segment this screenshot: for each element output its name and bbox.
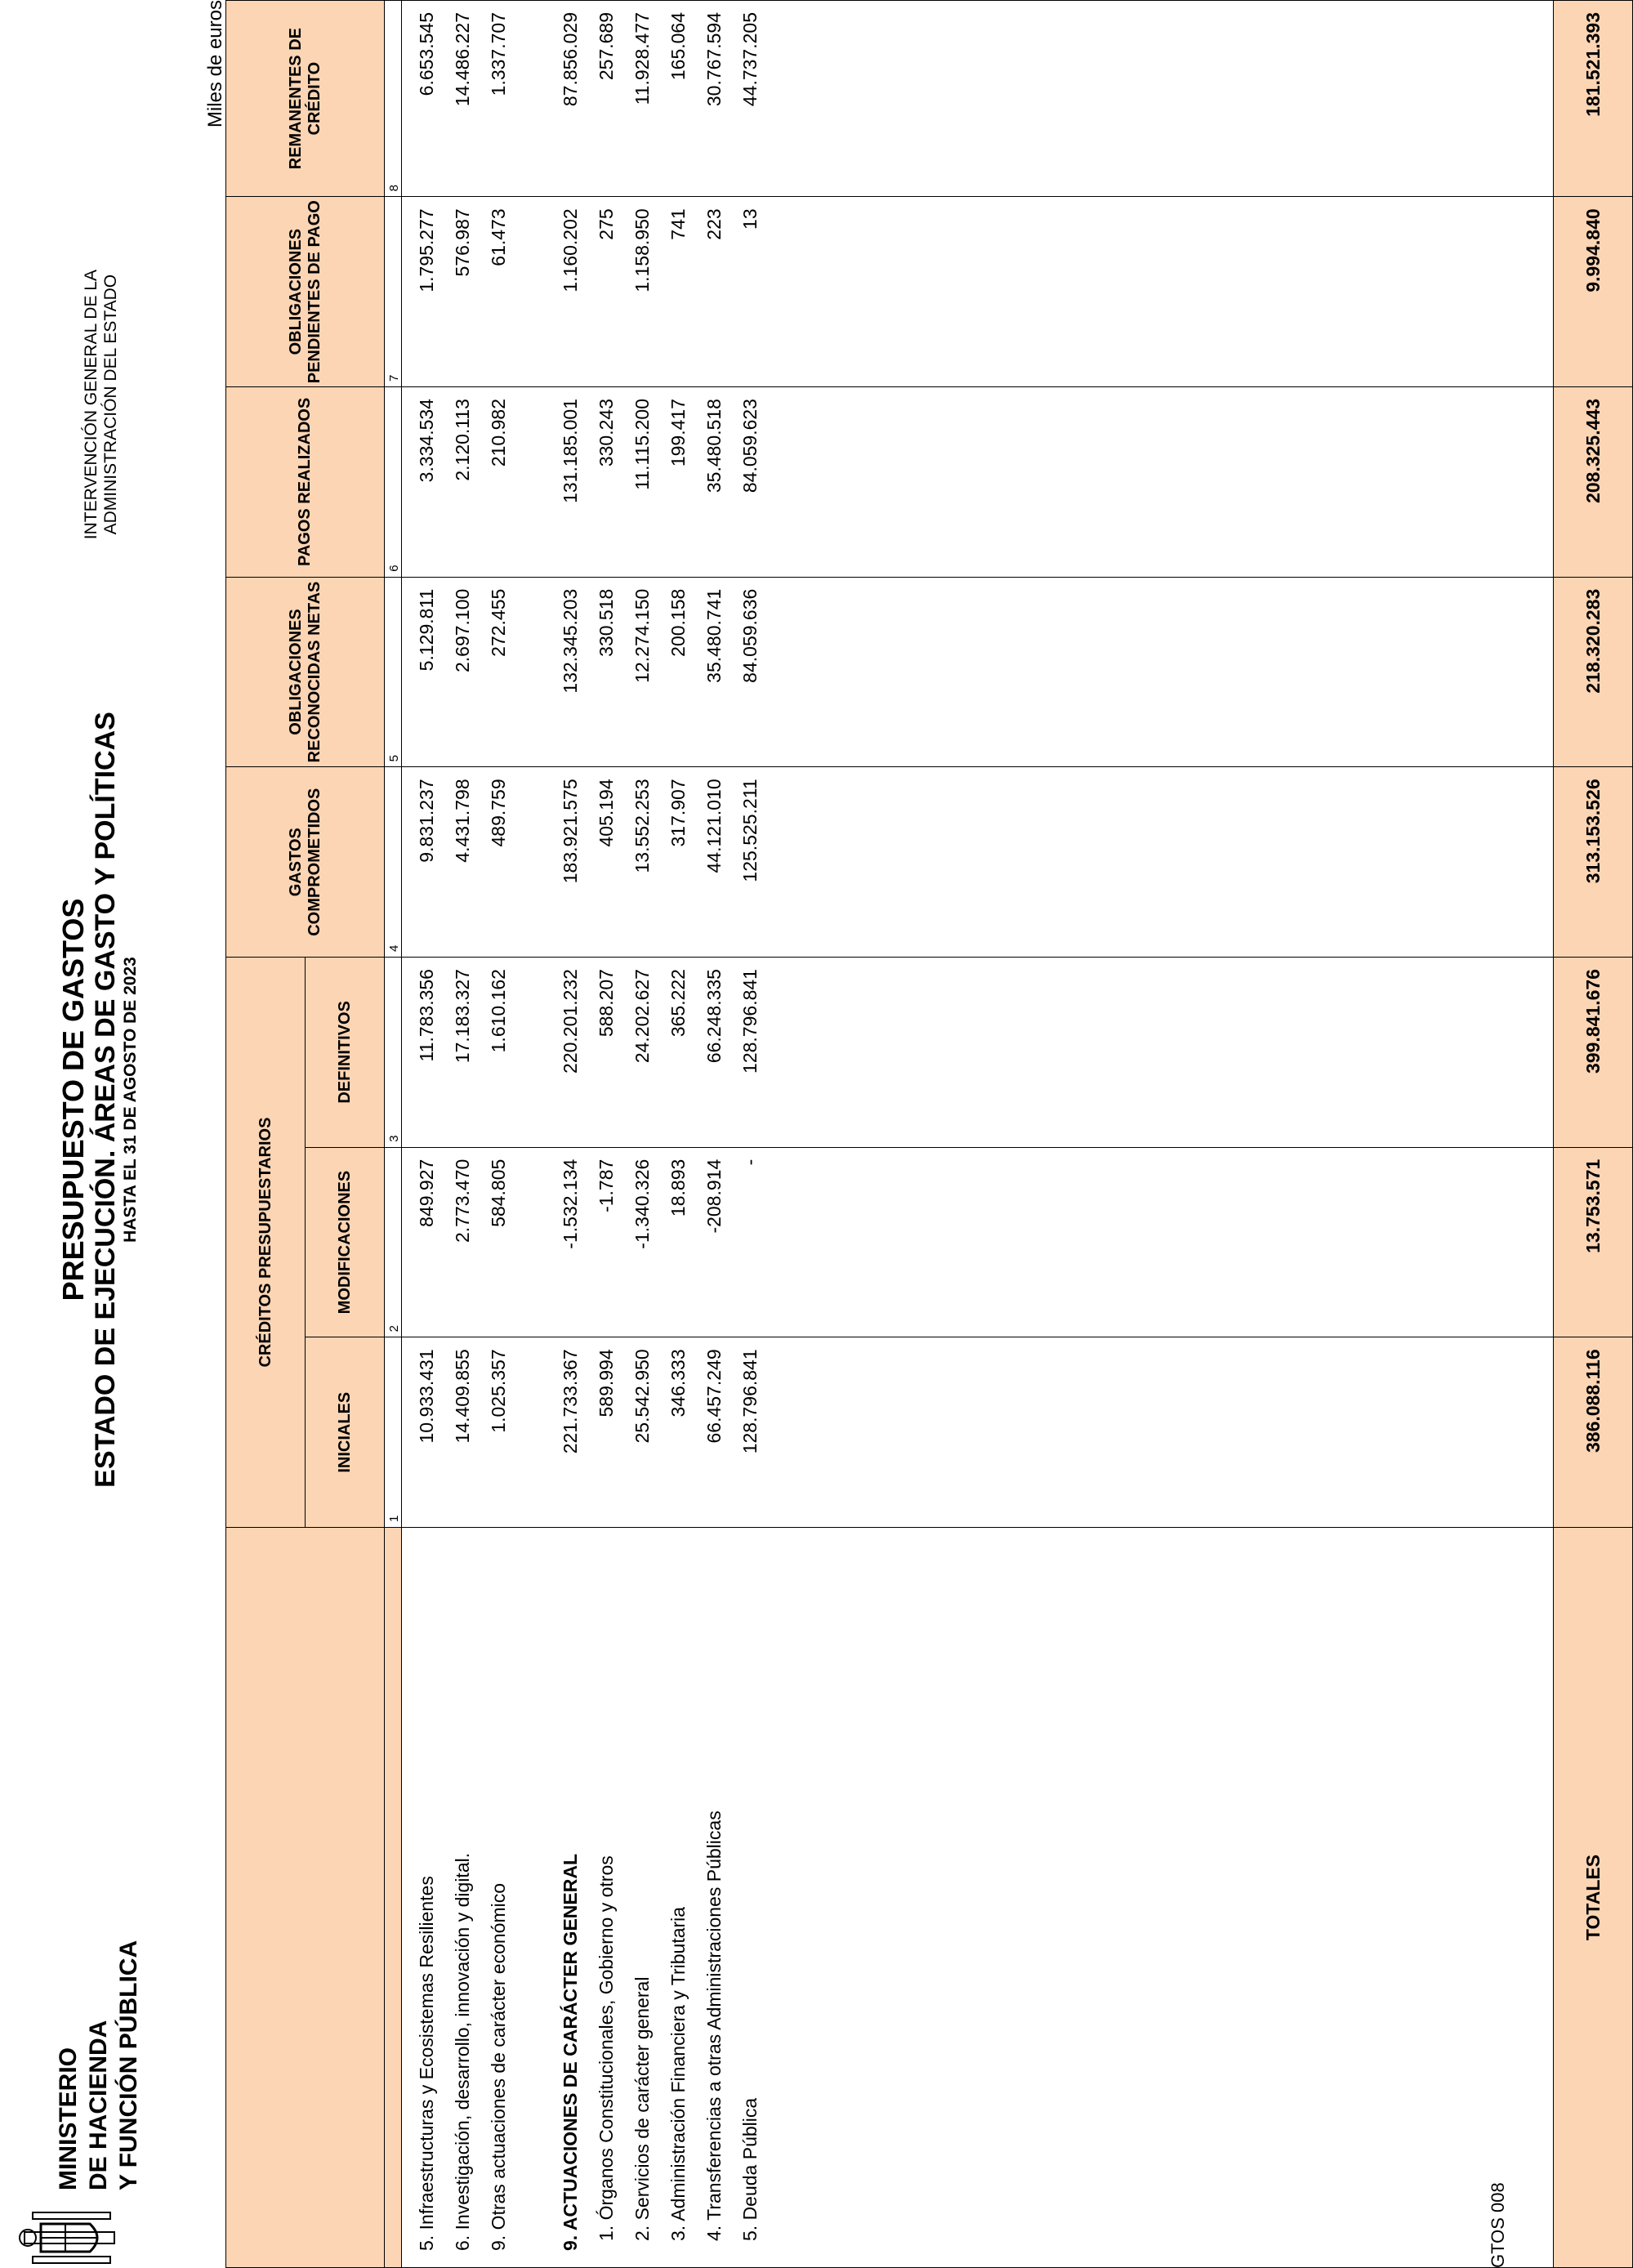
row-label: 4. Transferencias a otras Administraciones Públicas (703, 1810, 725, 2241)
cell-value: 849.927 (416, 1159, 437, 1227)
cell-value: 2.120.113 (452, 399, 473, 481)
total-value: 386.088.116 (1554, 1337, 1633, 1528)
cell-value: 200.158 (667, 588, 689, 657)
report-title (57, 650, 141, 1549)
cell-value: 128.796.841 (739, 969, 761, 1074)
cell-value: -1.340.326 (631, 1159, 653, 1249)
cell-value: 11.783.356 (416, 969, 437, 1062)
total-value: 218.320.283 (1554, 577, 1633, 767)
cell-value (516, 12, 552, 196)
cell-value: 2.773.470 (452, 1159, 473, 1243)
iniciales-header: INICIALES (306, 1337, 385, 1528)
units-label: Miles de euros (204, 0, 226, 128)
ministry-line: Y FUNCIÓN PÚBLICA (115, 1940, 142, 2190)
cell-value: 44.737.205 (739, 12, 761, 107)
total-value: 208.325.443 (1554, 387, 1633, 578)
obligaciones-values (402, 577, 1554, 767)
column-number: 6 (385, 387, 402, 578)
cell-value: 44.121.010 (703, 779, 725, 873)
iniciales-values (402, 1337, 1554, 1528)
cell-value (516, 399, 552, 577)
cell-value: 17.183.327 (452, 969, 473, 1064)
cell-value: 272.455 (488, 588, 509, 657)
cell-value: 576.987 (452, 208, 473, 277)
cell-value (516, 208, 552, 386)
cell-value: 128.796.841 (739, 1349, 761, 1454)
column-number: 7 (385, 197, 402, 387)
remanentes-header: REMANENTES DE CRÉDITO (226, 1, 385, 197)
intervencion-label (82, 270, 121, 539)
row-label: 2. Servicios de carácter general (631, 1976, 653, 2241)
cell-value: 13 (739, 208, 761, 230)
cell-value (516, 969, 552, 1147)
cell-value: 199.417 (667, 399, 689, 467)
colnum-spacer (385, 1528, 402, 2268)
cell-value: 13.552.253 (631, 779, 653, 873)
cell-value: 87.856.029 (560, 12, 581, 107)
row-label: 6. Investigación, desarrollo, innovación y digital. (452, 1852, 473, 2251)
cell-value: 6.653.545 (416, 12, 437, 96)
cell-value: 1.610.162 (488, 969, 509, 1053)
cell-value: 84.059.636 (739, 588, 761, 683)
cell-value: 330.518 (596, 588, 617, 657)
pendientes-values (402, 197, 1554, 387)
title-date: HASTA EL 31 DE AGOSTO DE 2023 (121, 957, 140, 1243)
column-number: 1 (385, 1337, 402, 1528)
cell-value: 12.274.150 (631, 588, 653, 683)
cell-value: 165.064 (667, 12, 689, 81)
cell-value: 11.115.200 (631, 399, 653, 490)
title-line-2: ESTADO DE EJECUCIÓN. ÁREAS DE GASTO Y POLÍTICAS (90, 712, 121, 1488)
totals-row (1554, 1, 1633, 2268)
column-number: 8 (385, 1, 402, 197)
cell-value: 741 (667, 208, 689, 240)
cell-value: 1.337.707 (488, 12, 509, 96)
modificaciones-values (402, 1147, 1554, 1337)
ministry-line: DE HACIENDA (85, 2020, 112, 2190)
row-label: 5. Deuda Pública (739, 2097, 761, 2241)
pendientes-header: OBLIGACIONES PENDIENTES DE PAGO (226, 197, 385, 387)
cell-value (516, 589, 552, 767)
obligaciones-header: OBLIGACIONES RECONOCIDAS NETAS (226, 577, 385, 767)
cell-value: 210.982 (488, 399, 509, 467)
total-value: 13.753.571 (1554, 1147, 1633, 1337)
cell-value: 11.928.477 (631, 12, 653, 105)
gastos-values (402, 767, 1554, 958)
cell-value (516, 1159, 552, 1337)
cell-value: 317.907 (667, 779, 689, 847)
total-value: 399.841.676 (1554, 958, 1633, 1148)
ministry-line: MINISTERIO (55, 2047, 82, 2190)
intervencion-line: ADMINISTRACIÓN DEL ESTADO (101, 274, 120, 535)
cell-value: 589.994 (596, 1349, 617, 1418)
row-label: 3. Administración Financiera y Tributaria (667, 1906, 689, 2241)
cell-value: 25.542.950 (631, 1349, 653, 1444)
modificaciones-header: MODIFICACIONES (306, 1147, 385, 1337)
cell-value: 84.059.623 (739, 399, 761, 493)
cell-value: 257.689 (596, 12, 617, 81)
pagos-header: PAGOS REALIZADOS (226, 387, 385, 578)
remanentes-values (402, 1, 1554, 197)
description-header (226, 1528, 385, 2268)
row-label: 1. Órganos Constitucionales, Gobierno y otros (596, 1855, 617, 2241)
totals-label: TOTALES (1554, 1528, 1633, 2268)
total-value: 9.994.840 (1554, 197, 1633, 387)
cell-value: 346.333 (667, 1349, 689, 1418)
cell-value: 223 (703, 208, 725, 240)
cell-value: 275 (596, 208, 617, 240)
pagos-values (402, 387, 1554, 578)
cell-value: 2.697.100 (452, 588, 473, 673)
definitivos-values (402, 958, 1554, 1148)
ministry-name (53, 1940, 144, 2190)
cell-value: 131.185.001 (560, 399, 581, 503)
cell-value: -1.532.134 (560, 1159, 581, 1249)
form-code: GTOS 008 (1488, 2182, 1508, 2268)
cell-value: 3.334.534 (416, 399, 437, 483)
cell-value (516, 1349, 552, 1527)
cell-value: 4.431.798 (452, 779, 473, 863)
cell-value: 30.767.594 (703, 12, 725, 107)
cell-value: 61.473 (488, 208, 509, 266)
total-value: 181.521.393 (1554, 1, 1633, 197)
gastos-header: GASTOS COMPROMETIDOS (226, 767, 385, 958)
cell-value: 18.893 (667, 1159, 689, 1217)
cell-value: 1.160.202 (560, 208, 581, 292)
coat-of-arms-logo (8, 2209, 131, 2266)
row-label: 5. Infraestructuras y Ecosistemas Resilientes (416, 1876, 437, 2251)
cell-value: 220.201.232 (560, 969, 581, 1074)
creditos-group-header: CRÉDITOS PRESUPUESTARIOS (226, 958, 306, 1528)
definitivos-header: DEFINITIVOS (306, 958, 385, 1148)
column-number: 2 (385, 1147, 402, 1337)
cell-value: 1.795.277 (416, 208, 437, 292)
column-number: 5 (385, 577, 402, 767)
cell-value: -1.787 (596, 1159, 617, 1212)
cell-value: 14.486.227 (452, 12, 473, 107)
total-value: 313.153.526 (1554, 767, 1633, 958)
cell-value: -208.914 (703, 1159, 725, 1234)
cell-value: 330.243 (596, 399, 617, 467)
cell-value: 66.457.249 (703, 1349, 725, 1444)
title-line-1: PRESUPUESTO DE GASTOS (56, 898, 90, 1301)
cell-value: 35.480.518 (703, 399, 725, 493)
cell-value: 405.194 (596, 779, 617, 847)
cell-value: 35.480.741 (703, 588, 725, 683)
cell-value: 221.733.367 (560, 1349, 581, 1454)
cell-value: 183.921.575 (560, 779, 581, 884)
cell-value (516, 779, 552, 957)
cell-value: 125.525.211 (739, 779, 761, 882)
cell-value: 132.345.203 (560, 588, 581, 694)
intervencion-line: INTERVENCIÓN GENERAL DE LA (82, 270, 100, 540)
cell-value: 1.025.357 (488, 1349, 509, 1433)
cell-value: 588.207 (596, 969, 617, 1038)
cell-value: 10.933.431 (416, 1349, 437, 1444)
cell-value: 5.129.811 (416, 588, 437, 672)
cell-value: 365.222 (667, 969, 689, 1038)
cell-value: 66.248.335 (703, 969, 725, 1064)
budget-table (225, 0, 1633, 2268)
column-number: 3 (385, 958, 402, 1148)
column-number: 4 (385, 767, 402, 958)
row-label: 9. ACTUACIONES DE CARÁCTER GENERAL (560, 1853, 581, 2251)
cell-value: 489.759 (488, 779, 509, 847)
cell-value: 24.202.627 (631, 969, 653, 1064)
cell-value: 584.805 (488, 1159, 509, 1227)
cell-value: 9.831.237 (416, 779, 437, 863)
cell-value: - (739, 1159, 761, 1166)
row-label: 9. Otras actuaciones de carácter económico (488, 1882, 509, 2251)
row-label (516, 1528, 552, 2251)
cell-value: 14.409.855 (452, 1349, 473, 1444)
row-labels (402, 1528, 1554, 2268)
cell-value: 1.158.950 (631, 208, 653, 292)
